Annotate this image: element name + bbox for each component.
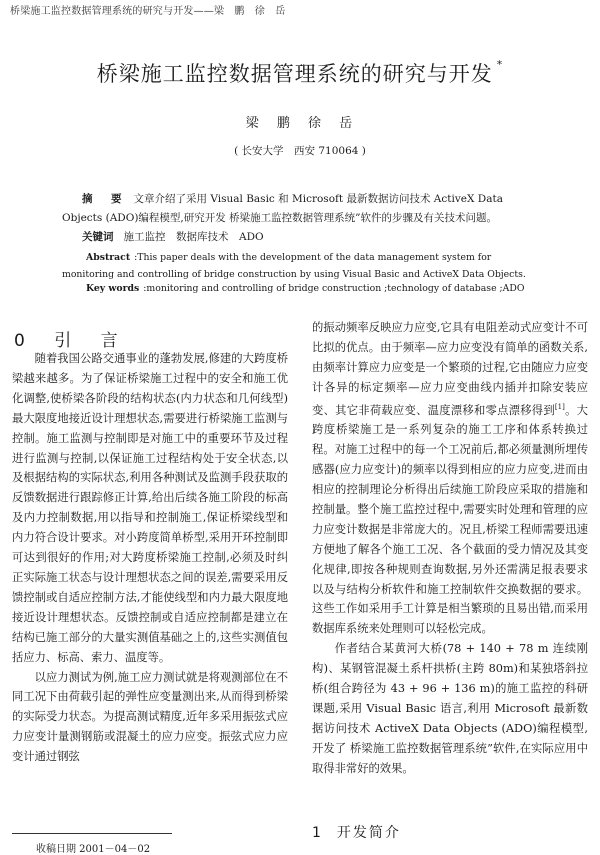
keywords-cn-text: 施工监控 数据库技术 ADO bbox=[123, 231, 264, 243]
section-title: 开发简介 bbox=[336, 825, 401, 841]
keywords-cn-label: 关键词 bbox=[82, 231, 114, 243]
paragraph bbox=[312, 318, 588, 639]
page-title bbox=[0, 58, 600, 88]
keywords-en bbox=[62, 283, 538, 294]
abstract-cn-text: 文章介绍了采用 Visual Basic 和 Microsoft 最新数据访问技术 ActiveX Data Objects (ADO)编程模型,研究开发 桥梁施工监控数据管理系统”软件的步骤及有关技术问题。 bbox=[62, 193, 503, 224]
abstract-en-label: Abstract bbox=[86, 252, 131, 263]
paragraph: 以应力测试为例,施工应力测试就是将观测部位在不同工况下由荷载引起的弹性应变量测出来,从而得到桥梁的实际受力状态。为提高测试精度,近年多采用振弦式应力应变计量测钢筋或混凝土的应力应变。振弦式应力应变计通过钢弦 bbox=[12, 670, 288, 764]
section-number: 1 bbox=[312, 825, 323, 841]
keywords-en-text: :monitoring and controlling of bridge construction ;technology of database ;ADO bbox=[143, 283, 525, 294]
abstract-cn bbox=[62, 190, 542, 228]
running-header: 桥梁施工监控数据管理系统的研究与开发——梁 鹏 徐 岳 bbox=[10, 6, 286, 17]
paragraph-text: 的振动频率反映应力应变,它具有电阻差动式应变计不可比拟的优点。由于频率—应力应变没有简单的函数关系,由频率计算应力应变是一个繁琐的过程,它由随应力应变计各异的标定频率—应力应变曲线内插并扣除安装应变、其它非荷载应变、温度漂移和零点漂移得到 bbox=[312, 321, 588, 417]
paragraph: 作者结合某黄河大桥(78 + 140 + 78 m 连续刚构)、某钢管混凝土系杆拱桥(主跨 80m)和某独塔斜拉桥(组合跨径为 43 + 96 + 136 m)的施工监控的科研课题,采用 Visual Basic 语言,利用 Microsoft 最新数据访问技术 ActiveX Data Objects (ADO)编程模型,开发了 桥梁施工监控数据管理系统”软件,在实际应用中取得非常好的效果。 bbox=[312, 642, 588, 775]
paragraph: 随着我国公路交通事业的蓬勃发展,修建的大跨度桥梁越来越多。为了保证桥梁施工过程中的安全和施工优化调整,使桥梁各阶段的结构状态(内力状态和几何线型)最大限度地接近设计理想状态,需要进行桥梁施工监测与控制。施工监测与控制即是对施工中的重要环节及过程进行监测与控制,以保证施工过程结构处于安全状态,以及根据结构的实际状态,利用各种测试及监测手段获取的反馈数据进行跟踪修正计算,给出后续各施工阶段的标高及内力控制数据,用以指导和控制施工,保证桥梁线型和内力符合设计要求。对小跨度简单桥型,采用开环控制即可达到很好的作用;对大跨度桥梁施工控制,必须及时纠正实际施工状态与设计理想状态之间的误差,需要采用反馈控制或自适应控制方法,才能使线型和内力最大限度地接近设计理想状态。反馈控制或自适应控制都是建立在结构已施工部分的大量实测值基础之上的,这些实测值包括应力、标高、索力、温度等。 bbox=[12, 352, 288, 664]
abstract-en-text: :This paper deals with the development of the data management system for monitoring and controlling of bridge construction by using Visual Basic and ActiveX Data Objects. bbox=[62, 252, 526, 280]
section-heading-introduction: 0 引 言 bbox=[14, 331, 130, 351]
page-title-text: 桥梁施工监控数据管理系统的研究与开发 bbox=[96, 62, 493, 86]
paragraph-text: 。大跨度桥梁施工是一系列复杂的施工工序和体系转换过程。对施工过程中的每一个工况前后,都必须量测所埋传感器(应力应变计)的频率以得到相应的应力应变,进而由相应的控制理论分析得出后续施工阶段应采取的措施和控制量。整个施工监控过程中,需要实时处理和管理的应力应变计数据是非常庞大的。况且,桥梁工程师需要迅速方便地了解各个施工工况、各个截面的受力情况及其变化规律,即按各种规则查询数据,另外还需满足报表要求以及与结构分析软件和施工控制软件交换数据的要求。这些工作如采用手工计算是相当繁琐的且易出错,而采用数据库系统来处理则可以轻松完成。 bbox=[312, 403, 588, 636]
left-column bbox=[12, 349, 288, 767]
citation-ref: [1] bbox=[554, 402, 565, 411]
affiliation: ( 长安大学 西安 710064 ) bbox=[234, 145, 366, 157]
keywords-cn bbox=[62, 229, 542, 244]
right-column bbox=[312, 318, 588, 779]
footnote-divider bbox=[12, 833, 172, 834]
authors: 梁 鹏 徐 岳 bbox=[245, 116, 355, 131]
section-heading-development bbox=[312, 822, 401, 842]
footnote: 收稿日期 2001－04－02 bbox=[36, 844, 151, 855]
keywords-en-label: Key words bbox=[86, 283, 140, 294]
abstract-en bbox=[62, 249, 538, 283]
abstract-cn-label: 摘 要 bbox=[82, 193, 126, 205]
title-footnote-mark: * bbox=[496, 58, 504, 71]
